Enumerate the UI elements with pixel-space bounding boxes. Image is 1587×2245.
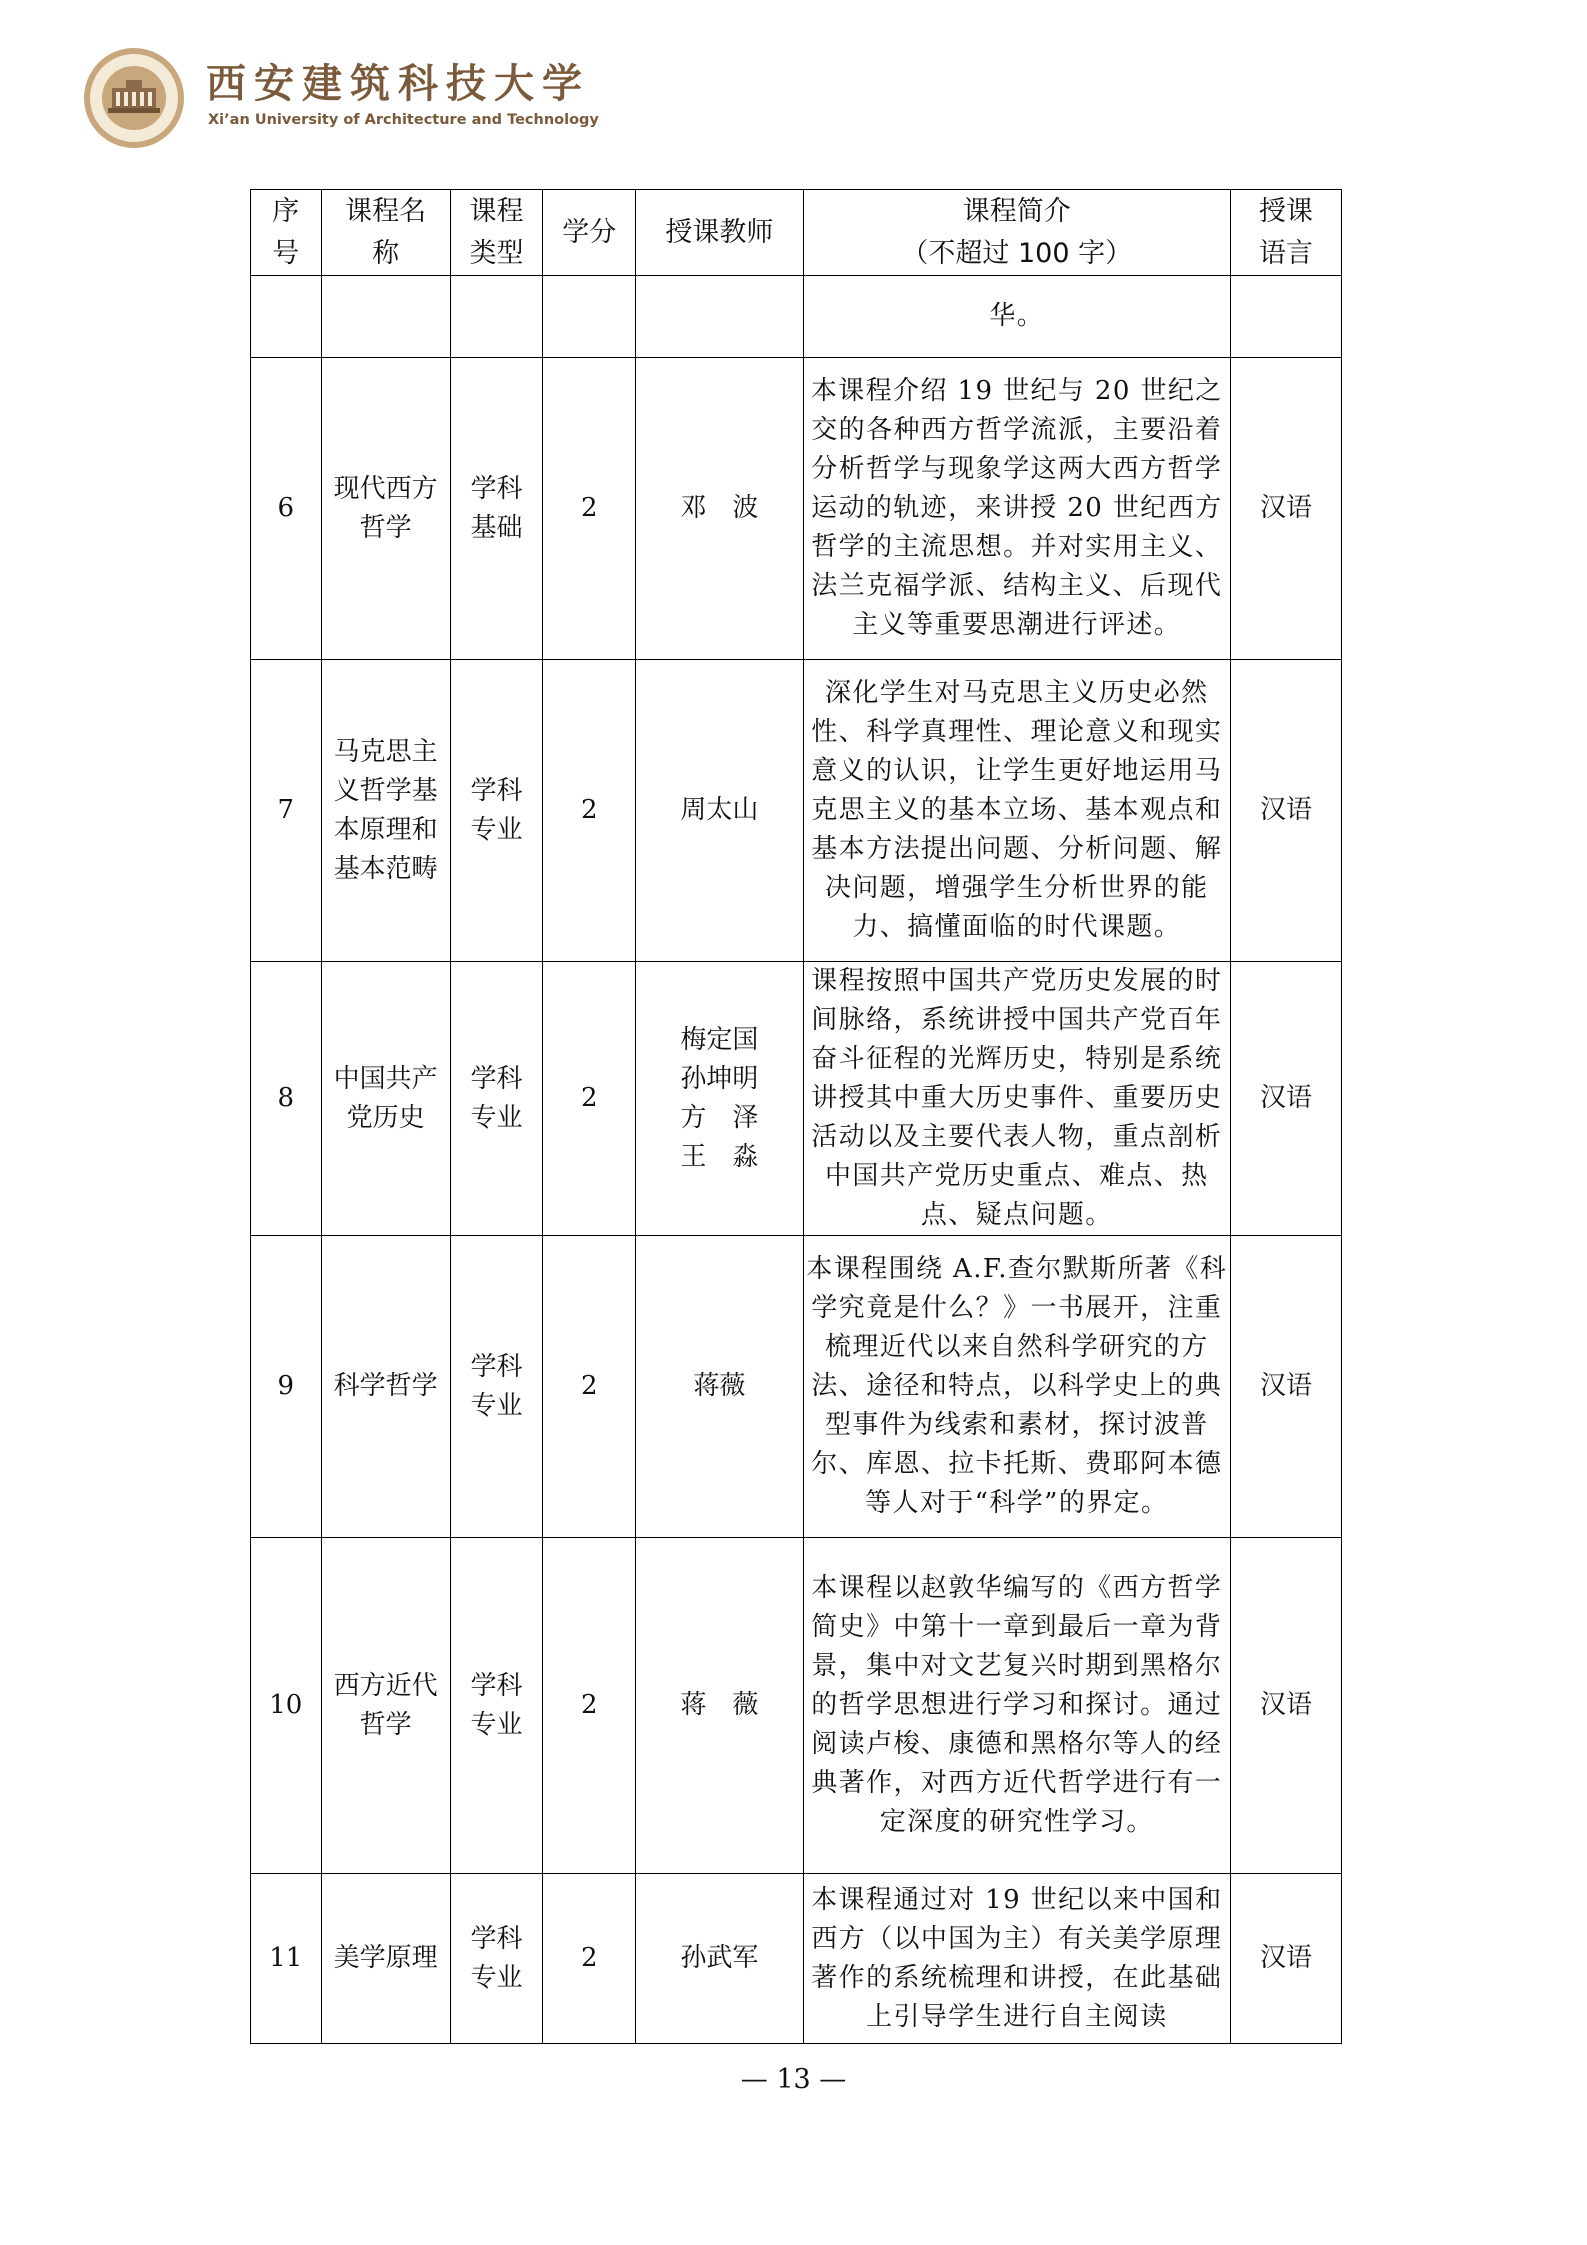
course-name: 马克思主义哲学基本原理和基本范畴 bbox=[321, 660, 450, 962]
course-index: 11 bbox=[251, 1874, 322, 2044]
course-desc: 本课程围绕 A.F.查尔默斯所著《科学究竟是什么？》一书展开，注重梳理近代以来自然科学研究的方法、途径和特点，以科学史上的典型事件为线索和素材，探讨波普尔、库恩、拉卡托斯、费耶阿本德等人对于“科学”的界定。 bbox=[803, 1236, 1231, 1538]
col-header-language: 授课语言 bbox=[1231, 190, 1342, 276]
university-name-en: Xi’an University of Architecture and Technology bbox=[208, 112, 599, 128]
teacher-name: 梅定国 bbox=[680, 1024, 759, 1055]
university-seal-logo bbox=[82, 46, 186, 150]
course-teacher bbox=[636, 660, 803, 962]
course-index: 9 bbox=[251, 1236, 322, 1538]
course-teacher bbox=[636, 962, 803, 1236]
course-table bbox=[250, 189, 1342, 2044]
course-desc: 深化学生对马克思主义历史必然性、科学真理性、理论意义和现实意义的认识，让学生更好地运用马克思主义的基本立场、基本观点和基本方法提出问题、分析问题、解决问题，增强学生分析世界的能力、搞懂面临的时代课题。 bbox=[803, 660, 1231, 962]
table-row bbox=[251, 1236, 1342, 1538]
teacher-name: 蒋 薇 bbox=[680, 1690, 759, 1720]
col-header-name: 课程名称 bbox=[321, 190, 450, 276]
table-row bbox=[251, 660, 1342, 962]
table-row bbox=[251, 1538, 1342, 1874]
col-header-type: 课程类型 bbox=[450, 190, 543, 276]
course-name: 中国共产党历史 bbox=[321, 962, 450, 1236]
col-header-intro-note: （不超过 100 字） bbox=[901, 237, 1133, 269]
teacher-name: 孙武军 bbox=[680, 1943, 759, 1973]
university-name-cn: 西安建筑科技大学 bbox=[206, 60, 590, 107]
course-name: 西方近代哲学 bbox=[321, 1538, 450, 1874]
table-row-continued bbox=[251, 276, 1342, 358]
course-language: 汉语 bbox=[1231, 1236, 1342, 1538]
teacher-name: 蒋薇 bbox=[693, 1371, 746, 1401]
course-credit: 2 bbox=[543, 660, 636, 962]
course-type: 学科专业 bbox=[450, 1874, 543, 2044]
course-type: 学科专业 bbox=[450, 1538, 543, 1874]
table-row bbox=[251, 1874, 1342, 2044]
course-language: 汉语 bbox=[1231, 358, 1342, 660]
course-index: 8 bbox=[251, 962, 322, 1236]
course-index: 7 bbox=[251, 660, 322, 962]
course-name: 科学哲学 bbox=[321, 1236, 450, 1538]
teacher-name: 周太山 bbox=[680, 795, 759, 825]
course-desc: 本课程以赵敦华编写的《西方哲学简史》中第十一章到最后一章为背景，集中对文艺复兴时期到黑格尔的哲学思想进行学习和探讨。通过阅读卢梭、康德和黑格尔等人的经典著作，对西方近代哲学进行有一定深度的研究性学习。 bbox=[803, 1538, 1231, 1874]
course-teacher bbox=[636, 1236, 803, 1538]
course-credit: 2 bbox=[543, 1538, 636, 1874]
course-teacher bbox=[636, 1538, 803, 1874]
table-row bbox=[251, 962, 1342, 1236]
course-type: 学科专业 bbox=[450, 660, 543, 962]
course-name: 美学原理 bbox=[321, 1874, 450, 2044]
course-credit: 2 bbox=[543, 1236, 636, 1538]
table-header-row bbox=[251, 190, 1342, 276]
teacher-name: 孙坤明 bbox=[680, 1063, 759, 1094]
course-type: 学科专业 bbox=[450, 1236, 543, 1538]
col-header-intro bbox=[803, 190, 1231, 276]
course-index: 10 bbox=[251, 1538, 322, 1874]
teacher-name: 王 淼 bbox=[680, 1141, 759, 1172]
course-language: 汉语 bbox=[1231, 660, 1342, 962]
course-language: 汉语 bbox=[1231, 962, 1342, 1236]
course-desc-continued: 华。 bbox=[803, 276, 1231, 358]
page-number: — 13 — bbox=[740, 2064, 847, 2095]
col-header-teacher: 授课教师 bbox=[636, 190, 803, 276]
course-type: 学科专业 bbox=[450, 962, 543, 1236]
table-row bbox=[251, 358, 1342, 660]
teacher-name: 邓 波 bbox=[680, 493, 759, 523]
course-language: 汉语 bbox=[1231, 1874, 1342, 2044]
course-credit: 2 bbox=[543, 1874, 636, 2044]
col-header-intro-title: 课程简介 bbox=[962, 195, 1071, 227]
course-desc: 本课程通过对 19 世纪以来中国和西方（以中国为主）有关美学原理著作的系统梳理和讲授，在此基础上引导学生进行自主阅读 bbox=[803, 1874, 1231, 2044]
teacher-name: 方 泽 bbox=[680, 1102, 759, 1133]
course-credit: 2 bbox=[543, 962, 636, 1236]
course-type: 学科基础 bbox=[450, 358, 543, 660]
page-header bbox=[82, 40, 782, 150]
course-name: 现代西方哲学 bbox=[321, 358, 450, 660]
course-teacher bbox=[636, 358, 803, 660]
course-index: 6 bbox=[251, 358, 322, 660]
course-desc: 课程按照中国共产党历史发展的时间脉络，系统讲授中国共产党百年奋斗征程的光辉历史，特别是系统讲授其中重大历史事件、重要历史活动以及主要代表人物，重点剖析中国共产党历史重点、难点、热点、疑点问题。 bbox=[803, 962, 1231, 1236]
col-header-credit: 学分 bbox=[543, 190, 636, 276]
course-credit: 2 bbox=[543, 358, 636, 660]
course-teacher bbox=[636, 1874, 803, 2044]
course-desc: 本课程介绍 19 世纪与 20 世纪之交的各种西方哲学流派，主要沿着分析哲学与现象学这两大西方哲学运动的轨迹，来讲授 20 世纪西方哲学的主流思想。并对实用主义、法兰克福学派、结构主义、后现代主义等重要思潮进行评述。 bbox=[803, 358, 1231, 660]
course-language: 汉语 bbox=[1231, 1538, 1342, 1874]
col-header-index: 序号 bbox=[251, 190, 322, 276]
